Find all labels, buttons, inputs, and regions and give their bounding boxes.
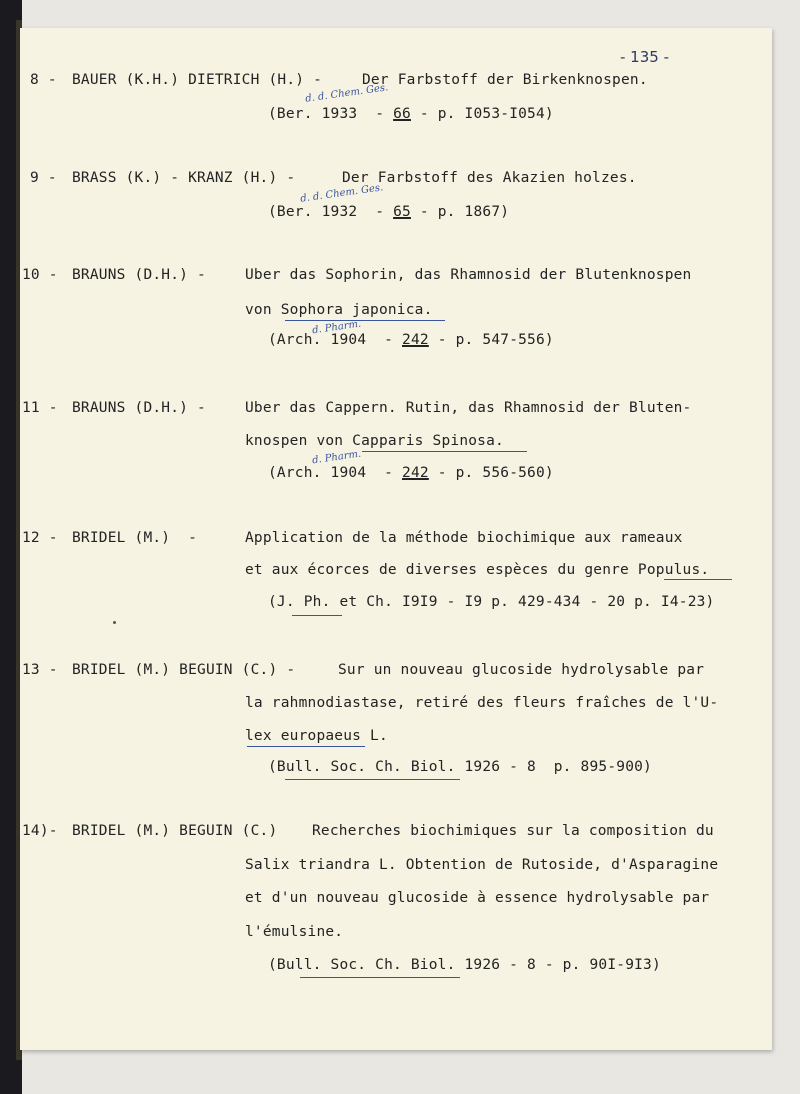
entry-number: 8 - xyxy=(30,72,57,88)
entry-reference: (Arch. 1904 - 242 - p. 547-556) xyxy=(268,332,554,348)
entry-authors: BRASS (K.) - KRANZ (H.) - xyxy=(72,170,296,186)
pen-underline xyxy=(300,977,460,978)
entry-title-line: l'émulsine. xyxy=(245,924,344,940)
entry-number: 11 - xyxy=(22,400,58,416)
entry-reference: (Bull. Soc. Ch. Biol. 1926 - 8 p. 895-900) xyxy=(268,759,652,775)
entry-title-line: et d'un nouveau glucoside à essence hydrolysable par xyxy=(245,890,710,906)
pen-underline xyxy=(362,451,527,452)
entry-authors: BRIDEL (M.) BEGUIN (C.) - xyxy=(72,662,296,678)
entry-title-line: Der Farbstoff der Birkenknospen. xyxy=(362,72,648,88)
entry-title-line: Sur un nouveau glucoside hydrolysable par xyxy=(338,662,705,678)
entry-authors: BRAUNS (D.H.) - xyxy=(72,267,206,283)
entry-reference: (Ber. 1933 - 66 - p. I053-I054) xyxy=(268,106,554,122)
entry-authors: BAUER (K.H.) DIETRICH (H.) - xyxy=(72,72,323,88)
page-number: - 135 - xyxy=(620,48,669,66)
entry-title-line: Der Farbstoff des Akazien holzes. xyxy=(342,170,637,186)
entry-number: 9 - xyxy=(30,170,57,186)
entry-authors: BRIDEL (M.) BEGUIN (C.) xyxy=(72,823,278,839)
entry-title-line: von Sophora japonica. xyxy=(245,302,433,318)
handwritten-annotation: d. Pharm. xyxy=(311,448,362,467)
handwritten-annotation: d. d. Chem. Ges. xyxy=(299,182,384,205)
pen-underline xyxy=(292,615,342,616)
entry-title-line: Uber das Sophorin, das Rhamnosid der Blutenknospen xyxy=(245,267,692,283)
entry-title-line: knospen von Capparis Spinosa. xyxy=(245,433,504,449)
entry-number: 14)- xyxy=(22,823,58,839)
ink-speck xyxy=(113,621,116,624)
handwritten-annotation: d. d. Chem. Ges. xyxy=(304,82,389,105)
entry-number: 13 - xyxy=(22,662,58,678)
entry-number: 10 - xyxy=(22,267,58,283)
entry-reference: (Ber. 1932 - 65 - p. 1867) xyxy=(268,204,510,220)
pen-underline xyxy=(285,779,460,780)
entry-title-line: Salix triandra L. Obtention de Rutoside, d'Asparagine xyxy=(245,857,719,873)
entry-authors: BRAUNS (D.H.) - xyxy=(72,400,206,416)
pen-underline xyxy=(247,746,365,747)
entry-reference: (Bull. Soc. Ch. Biol. 1926 - 8 - p. 90I-9I3) xyxy=(268,957,661,973)
handwritten-annotation: d. Pharm. xyxy=(311,318,362,337)
entry-title-line: la rahmnodiastase, retiré des fleurs fraîches de l'U- xyxy=(245,695,719,711)
entry-authors: BRIDEL (M.) - xyxy=(72,530,198,546)
pen-underline xyxy=(285,320,445,321)
entry-number: 12 - xyxy=(22,530,58,546)
entry-reference: (J. Ph. et Ch. I9I9 - I9 p. 429-434 - 20 p. I4-23) xyxy=(268,594,715,610)
entry-title-line: Recherches biochimiques sur la composition du xyxy=(312,823,714,839)
pen-underline xyxy=(664,579,732,580)
entry-title-line: Uber das Cappern. Rutin, das Rhamnosid der Bluten- xyxy=(245,400,692,416)
entry-title-line: lex europaeus L. xyxy=(245,728,388,744)
entry-title-line: et aux écorces de diverses espèces du genre Populus. xyxy=(245,562,710,578)
entry-reference: (Arch. 1904 - 242 - p. 556-560) xyxy=(268,465,554,481)
entry-title-line: Application de la méthode biochimique aux rameaux xyxy=(245,530,683,546)
